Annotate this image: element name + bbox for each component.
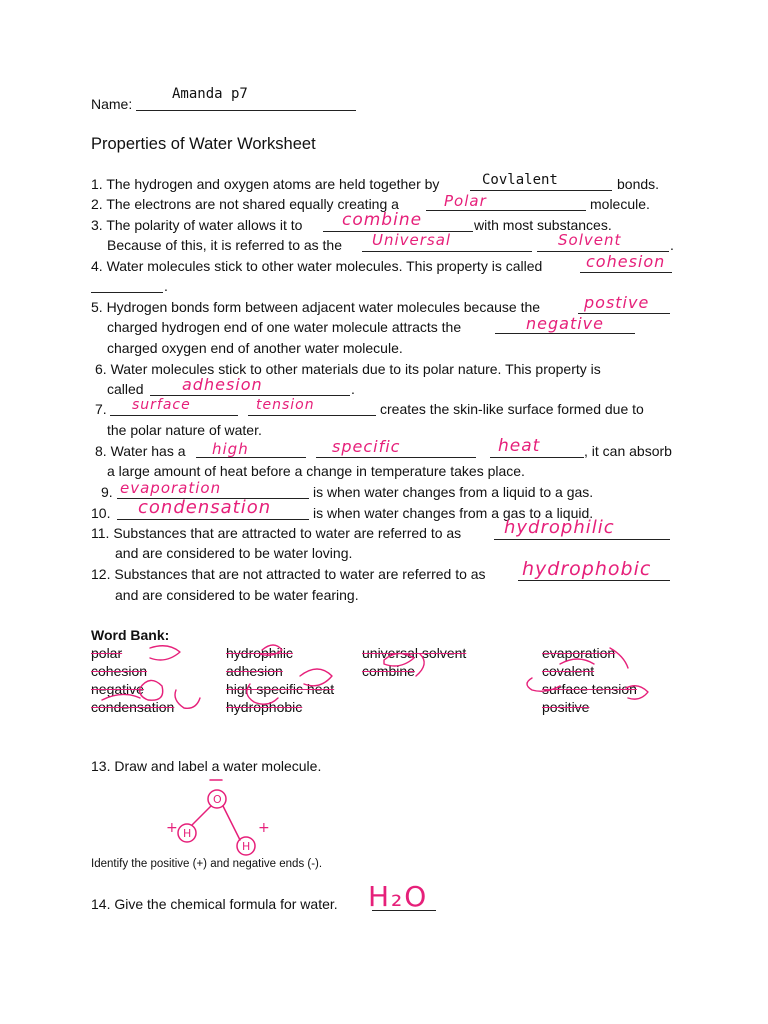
q4-text-end: . (164, 278, 168, 294)
q12-text-2: and are considered to be water fearing. (115, 587, 359, 603)
q2-answer: Polar (444, 192, 487, 210)
molecule-bond-right (223, 806, 240, 840)
q10-number: 10. (91, 505, 111, 521)
q1-answer: Covlalent (482, 172, 558, 188)
word-bank-item: cohesion (91, 663, 148, 679)
q5-answer: postive (584, 293, 650, 312)
q8-answer-1: high (212, 440, 249, 458)
q5-text: 5. Hydrogen bonds form between adjacent water molecules because the (91, 299, 541, 315)
word-bank-item: universal solvent (362, 645, 467, 661)
q3-text-end: with most substances. (474, 217, 612, 233)
q7-text: creates the skin-like surface formed due to (380, 401, 644, 417)
q10-answer: condensation (138, 497, 272, 518)
q12-text: 12. Substances that are not attracted to water are referred to as (91, 566, 486, 582)
q5-text-2: charged hydrogen end of one water molecule attracts the (107, 319, 462, 335)
word-bank-item: condensation (91, 699, 175, 715)
identify-instruction: Identify the positive (+) and negative ends (-). (91, 858, 323, 870)
q3-text: 3. The polarity of water allows it to (91, 217, 303, 233)
word-bank-item: positive (542, 699, 590, 715)
q5-text-3: charged oxygen end of another water molecule. (107, 340, 403, 356)
q11-answer: hydrophilic (504, 517, 615, 538)
word-bank-item: hydrophilic (226, 645, 293, 661)
word-bank-item: polar (91, 645, 123, 661)
word-bank-item: hydrophobic (226, 699, 303, 715)
q3-text-2: Because of this, it is referred to as the (107, 237, 343, 253)
word-bank-heading: Word Bank: (91, 627, 170, 643)
word-bank-item: surface tension (542, 681, 637, 697)
q9-answer: evaporation (120, 479, 222, 497)
page-title: Properties of Water Worksheet (91, 135, 316, 153)
q3-text-end-2: . (670, 237, 674, 253)
q4-text: 4. Water molecules stick to other water molecules. This property is called (91, 258, 543, 274)
q12-answer: hydrophobic (522, 558, 652, 580)
q6-answer: adhesion (182, 375, 263, 394)
q8-answer-2: specific (332, 437, 401, 456)
q14-answer: H₂O (368, 880, 429, 913)
q7-answer-1: surface (132, 397, 191, 413)
q8-text-2: a large amount of heat before a change in temperature takes place. (107, 463, 525, 479)
q6-text-end: . (351, 381, 355, 397)
molecule-bond-left (192, 806, 211, 825)
word-bank-item: negative (91, 681, 144, 697)
q3-answer-2: Universal (372, 231, 452, 249)
plus-label-left: + (166, 820, 178, 836)
word-bank-item: adhesion (226, 663, 283, 679)
q9-text: is when water changes from a liquid to a gas. (313, 484, 594, 500)
q8-text-end: , it can absorb (584, 443, 672, 459)
q9-number: 9. (101, 484, 113, 500)
q1-text-end: bonds. (617, 176, 660, 192)
q5-answer-2: negative (526, 314, 604, 333)
word-bank-item: high specific heat (226, 681, 335, 697)
q2-text: 2. The electrons are not shared equally creating a (91, 196, 399, 212)
q13-text: 13. Draw and label a water molecule. (91, 758, 322, 774)
q11-text: 11. Substances that are attracted to water are referred to as (91, 525, 462, 541)
q8-text: 8. Water has a (95, 443, 186, 459)
word-bank-item: evaporation (542, 645, 616, 661)
q6-text-2: called (107, 381, 144, 397)
q7-number: 7. (95, 401, 107, 417)
q11-text-2: and are considered to be water loving. (115, 545, 353, 561)
q3-answer-3: Solvent (558, 231, 622, 249)
q7-answer-2: tension (256, 397, 315, 413)
word-bank-item: combine (362, 663, 415, 679)
word-bank-item: covalent (542, 663, 595, 679)
q7-text-2: the polar nature of water. (107, 422, 262, 438)
name-label: Name: (91, 96, 133, 112)
hydrogen-label-right: H (242, 840, 251, 853)
q10-text: is when water changes from a gas to a liquid. (313, 505, 594, 521)
q3-answer: combine (342, 210, 423, 230)
q8-answer-3: heat (498, 436, 541, 456)
plus-label-right: + (258, 820, 270, 836)
oxygen-label: O (213, 793, 222, 806)
hydrogen-label-left: H (183, 827, 192, 840)
q6-text: 6. Water molecules stick to other materials due to its polar nature. This property is (95, 361, 601, 377)
q14-text: 14. Give the chemical formula for water. (91, 896, 338, 912)
q1-text: 1. The hydrogen and oxygen atoms are held together by (91, 176, 440, 192)
student-name-value: Amanda p7 (172, 86, 248, 102)
q2-text-end: molecule. (590, 196, 650, 212)
q4-answer: cohesion (586, 252, 666, 271)
